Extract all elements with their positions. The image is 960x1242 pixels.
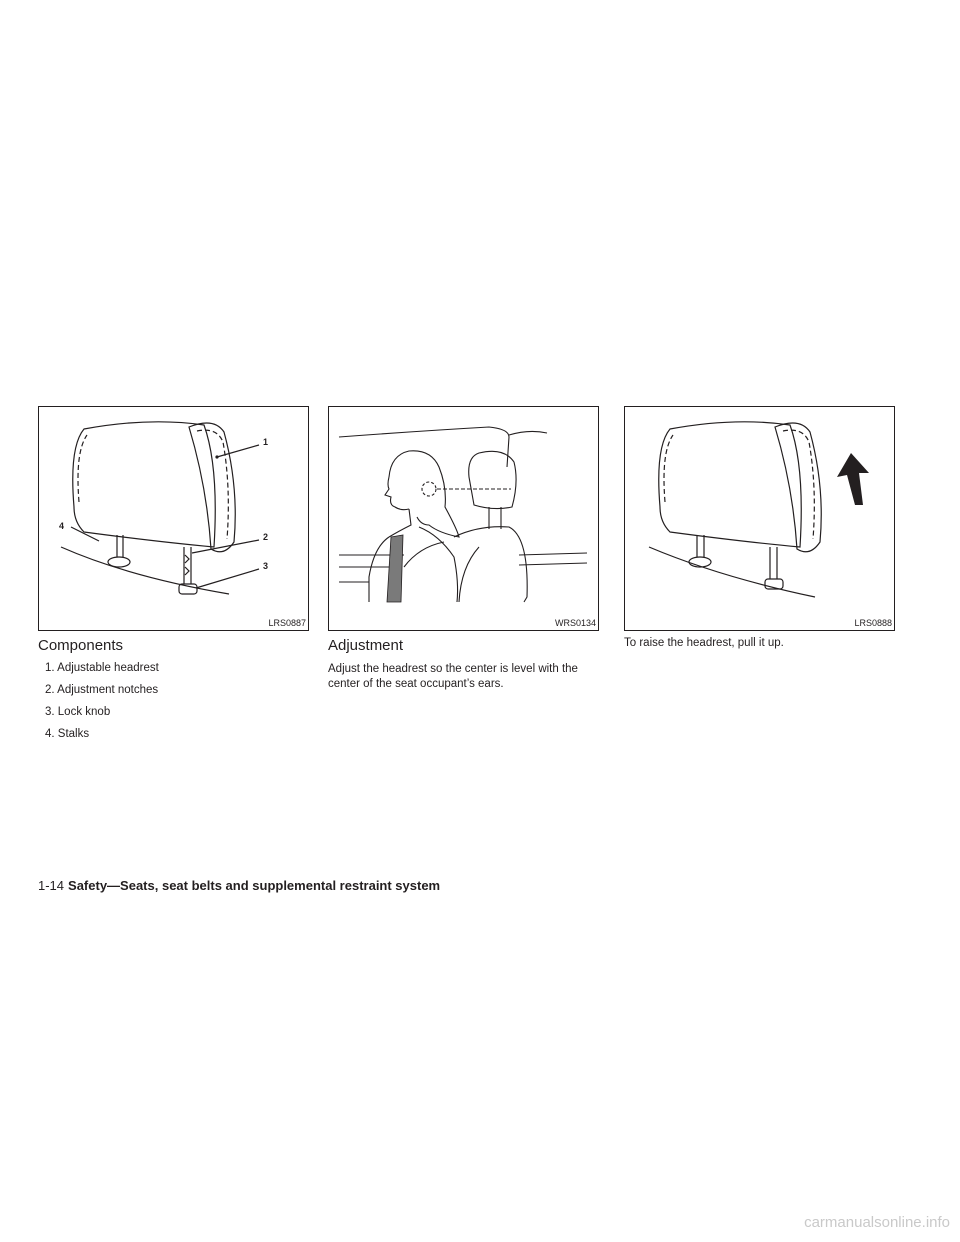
headrest-components-illustration	[39, 407, 308, 630]
occupant-adjustment-illustration	[329, 407, 598, 630]
page-number: 1-14	[38, 878, 65, 893]
figure-code: WRS0134	[554, 618, 596, 628]
list-item: 3. Lock knob	[45, 706, 111, 718]
callout-2: 2	[263, 532, 269, 542]
watermark: carmanualsonline.info	[804, 1214, 950, 1231]
components-heading: Components	[38, 637, 124, 654]
adjustment-text: Adjust the headrest so the center is level with the center of the seat occupant’s ears.	[328, 663, 578, 690]
figure-code: LRS0888	[854, 618, 892, 628]
raise-headrest-illustration	[625, 407, 894, 630]
figure-headrest-adjustment	[328, 406, 599, 631]
adjustment-heading: Adjustment	[328, 637, 404, 654]
list-item: 4. Stalks	[45, 728, 90, 740]
page-footer	[38, 878, 440, 894]
raise-text: To raise the headrest, pull it up.	[624, 637, 784, 649]
callout-1: 1	[263, 437, 269, 447]
components-list	[45, 661, 159, 749]
figure-raise-headrest	[624, 406, 895, 631]
up-arrow-icon	[837, 453, 869, 505]
list-item: 2. Adjustment notches	[45, 684, 159, 696]
callout-3: 3	[263, 561, 269, 571]
list-item: 1. Adjustable headrest	[45, 662, 159, 674]
figure-code: LRS0887	[268, 618, 306, 628]
section-title: Safety—Seats, seat belts and supplemental restraint system	[68, 878, 441, 893]
figure-headrest-components	[38, 406, 309, 631]
callout-4: 4	[59, 521, 65, 531]
